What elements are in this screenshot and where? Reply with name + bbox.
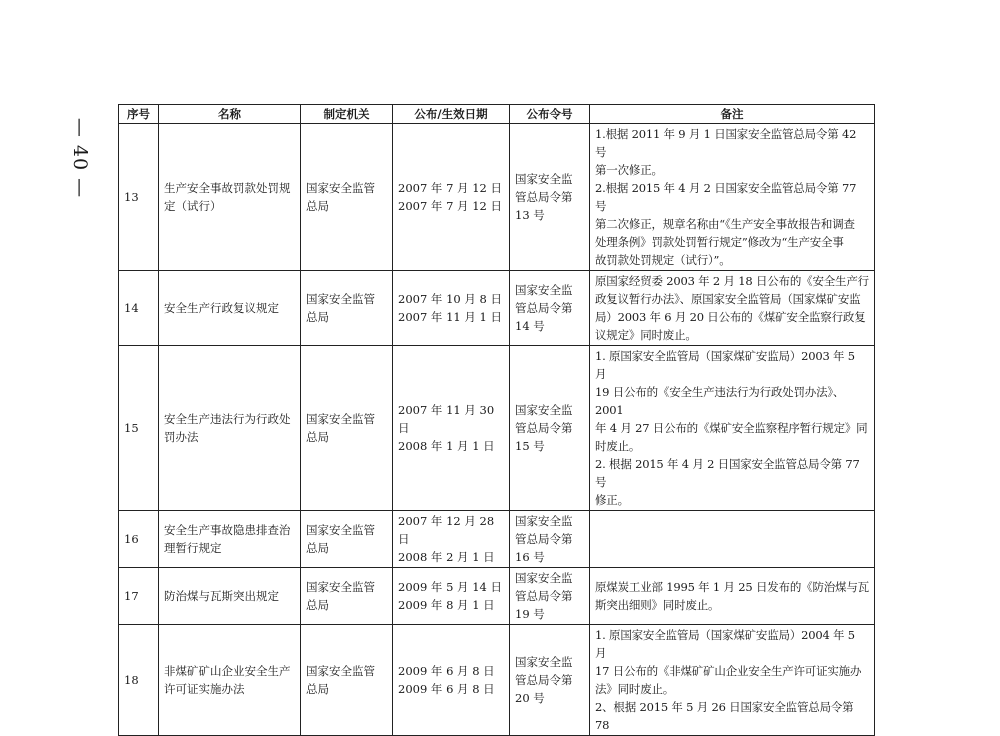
cell-dates	[393, 271, 510, 346]
org-line: 国家安全监管	[306, 580, 375, 594]
cell-name	[159, 511, 301, 568]
publish-date: 2007 年 7 月 12 日	[398, 181, 502, 195]
order-line: 管总局令第	[515, 421, 573, 435]
order-line: 管总局令第	[515, 532, 573, 546]
remark-line: 1.根据 2011 年 9 月 1 日国家安全监管总局令第 42 号	[595, 127, 857, 159]
cell-order-number	[510, 568, 590, 625]
org-line: 总局	[306, 430, 329, 444]
org-line: 总局	[306, 199, 329, 213]
cell-name	[159, 124, 301, 271]
remark-line: 局）2003 年 6 月 20 日公布的《煤矿安全监察行政复	[595, 310, 866, 324]
header-order-number: 公布令号	[510, 105, 590, 124]
header-dates: 公布/生效日期	[393, 105, 510, 124]
org-line: 国家安全监管	[306, 664, 375, 678]
remark-line: 第一次修正。	[595, 163, 663, 177]
order-line: 19 号	[515, 607, 545, 621]
table-row	[119, 511, 875, 568]
effective-date: 2009 年 6 月 8 日	[398, 682, 495, 696]
name-line: 安全生产行政复议规定	[164, 301, 279, 315]
remark-line: 政复议暂行办法》、原国家安全监管局（国家煤矿安监	[595, 292, 861, 306]
publish-date: 2007 年 12 月 28 日	[398, 514, 495, 546]
name-line: 理暂行规定	[164, 541, 222, 555]
remark-line: 17 日公布的《非煤矿矿山企业安全生产许可证实施办	[595, 664, 862, 678]
remark-line: 修正。	[595, 493, 629, 507]
cell-order-number	[510, 346, 590, 511]
cell-remarks	[590, 271, 875, 346]
order-line: 14 号	[515, 319, 545, 333]
cell-issuing-authority	[301, 346, 393, 511]
org-line: 总局	[306, 598, 329, 612]
cell-dates	[393, 511, 510, 568]
remark-line: 时废止。	[595, 439, 641, 453]
cell-serial-number: 16	[119, 511, 159, 568]
effective-date: 2009 年 8 月 1 日	[398, 598, 495, 612]
cell-issuing-authority	[301, 625, 393, 736]
order-line: 13 号	[515, 208, 545, 222]
cell-serial-number: 14	[119, 271, 159, 346]
cell-serial-number: 13	[119, 124, 159, 271]
name-line: 防治煤与瓦斯突出规定	[164, 589, 279, 603]
name-line: 生产安全事故罚款处罚规	[164, 181, 291, 195]
order-line: 管总局令第	[515, 301, 573, 315]
table-row	[119, 625, 875, 736]
remark-line: 第二次修正，规章名称由“《生产安全事故报告和调查	[595, 217, 855, 231]
remark-line: 1. 原国家安全监管局（国家煤矿安监局）2004 年 5 月	[595, 628, 855, 660]
order-line: 国家安全监	[515, 571, 573, 585]
remark-line: 2.根据 2015 年 4 月 2 日国家安全监管总局令第 77 号	[595, 181, 857, 213]
table-row	[119, 271, 875, 346]
publish-date: 2007 年 10 月 8 日	[398, 292, 502, 306]
cell-order-number	[510, 271, 590, 346]
org-line: 总局	[306, 310, 329, 324]
cell-order-number	[510, 511, 590, 568]
remark-line: 19 日公布的《安全生产违法行为行政处罚办法》、2001	[595, 385, 845, 417]
cell-remarks	[590, 568, 875, 625]
cell-issuing-authority	[301, 511, 393, 568]
cell-remarks	[590, 124, 875, 271]
table-row	[119, 568, 875, 625]
publish-date: 2009 年 6 月 8 日	[398, 664, 495, 678]
effective-date: 2008 年 1 月 1 日	[398, 439, 495, 453]
cell-serial-number: 15	[119, 346, 159, 511]
cell-name	[159, 271, 301, 346]
remark-line: 故罚款处罚规定（试行）”。	[595, 253, 731, 267]
header-issuing-authority: 制定机关	[301, 105, 393, 124]
cell-dates	[393, 568, 510, 625]
name-line: 非煤矿矿山企业安全生产	[164, 664, 291, 678]
order-line: 20 号	[515, 691, 545, 705]
name-line: 安全生产违法行为行政处	[164, 412, 291, 426]
name-line: 安全生产事故隐患排查治	[164, 523, 291, 537]
table-row	[119, 346, 875, 511]
org-line: 总局	[306, 541, 329, 555]
order-line: 管总局令第	[515, 673, 573, 687]
order-line: 国家安全监	[515, 283, 573, 297]
cell-issuing-authority	[301, 271, 393, 346]
cell-order-number	[510, 124, 590, 271]
name-line: 许可证实施办法	[164, 682, 245, 696]
effective-date: 2007 年 11 月 1 日	[398, 310, 502, 324]
remark-line: 法》同时废止。	[595, 682, 675, 696]
cell-name	[159, 625, 301, 736]
effective-date: 2008 年 2 月 1 日	[398, 550, 495, 564]
cell-name	[159, 346, 301, 511]
remark-line: 2. 根据 2015 年 4 月 2 日国家安全监管总局令第 77 号	[595, 457, 860, 489]
cell-dates	[393, 124, 510, 271]
order-line: 15 号	[515, 439, 545, 453]
order-line: 管总局令第	[515, 589, 573, 603]
remark-line: 年 4 月 27 日公布的《煤矿安全监察程序暂行规定》同	[595, 421, 868, 435]
remark-line: 原煤炭工业部 1995 年 1 月 25 日发布的《防治煤与瓦	[595, 580, 869, 594]
regulations-table	[118, 104, 875, 736]
order-line: 国家安全监	[515, 655, 573, 669]
order-line: 国家安全监	[515, 403, 573, 417]
org-line: 总局	[306, 682, 329, 696]
cell-remarks	[590, 511, 875, 568]
org-line: 国家安全监管	[306, 412, 375, 426]
header-name: 名称	[159, 105, 301, 124]
remark-line: 2、根据 2015 年 5 月 26 日国家安全监管总局令第 78	[595, 700, 854, 732]
remark-line: 原国家经贸委 2003 年 2 月 18 日公布的《安全生产行	[595, 274, 869, 288]
org-line: 国家安全监管	[306, 523, 375, 537]
cell-issuing-authority	[301, 568, 393, 625]
header-remarks: 备注	[590, 105, 875, 124]
remark-line: 斯突出细则》同时废止。	[595, 598, 720, 612]
cell-remarks	[590, 346, 875, 511]
header-serial-number: 序号	[119, 105, 159, 124]
remark-line: 处理条例》罚款处罚暂行规定”修改为“生产安全事	[595, 235, 844, 249]
publish-date: 2007 年 11 月 30 日	[398, 403, 495, 435]
table-row	[119, 124, 875, 271]
order-line: 16 号	[515, 550, 545, 564]
cell-issuing-authority	[301, 124, 393, 271]
publish-date: 2009 年 5 月 14 日	[398, 580, 502, 594]
cell-serial-number: 17	[119, 568, 159, 625]
cell-remarks	[590, 625, 875, 736]
order-line: 国家安全监	[515, 172, 573, 186]
name-line: 罚办法	[164, 430, 199, 444]
name-line: 定（试行）	[164, 199, 222, 213]
cell-dates	[393, 625, 510, 736]
org-line: 国家安全监管	[306, 181, 375, 195]
cell-serial-number: 18	[119, 625, 159, 736]
org-line: 国家安全监管	[306, 292, 375, 306]
table-header-row	[119, 105, 875, 124]
order-line: 管总局令第	[515, 190, 573, 204]
remark-line: 1. 原国家安全监管局（国家煤矿安监局）2003 年 5 月	[595, 349, 855, 381]
page-number: — 40 —	[69, 117, 91, 199]
order-line: 国家安全监	[515, 514, 573, 528]
cell-name	[159, 568, 301, 625]
cell-dates	[393, 346, 510, 511]
cell-order-number	[510, 625, 590, 736]
remark-line: 议规定》同时废止。	[595, 328, 697, 342]
effective-date: 2007 年 7 月 12 日	[398, 199, 502, 213]
